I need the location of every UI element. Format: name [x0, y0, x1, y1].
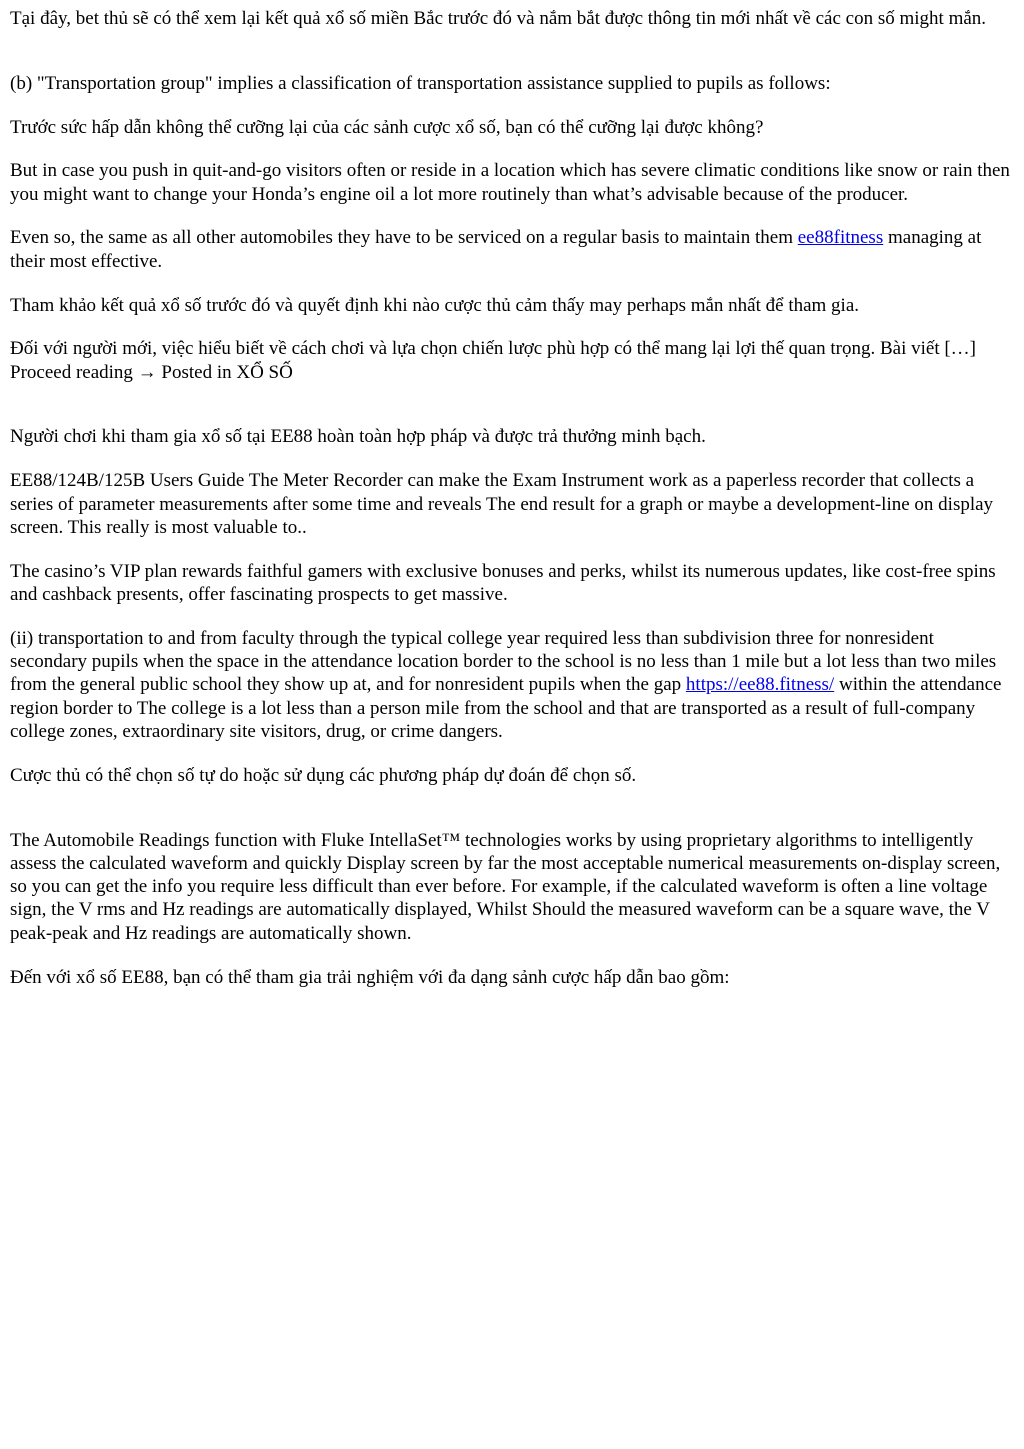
ee88fitness-link[interactable]: ee88fitness: [797, 227, 884, 249]
paragraph-number-choice: Cược thủ có thể chọn số tự do hoặc sử dụng các phương pháp dự đoán để chọn số.: [10, 764, 637, 786]
paragraph-legal: Người chơi khi tham gia xổ số tại EE88 hoàn toàn hợp pháp và được trả thưởng minh bạch.: [10, 426, 706, 448]
paragraph-transportation-text-before: (ii) transportation to and from faculty through the typical college year required less than subdivision three for nonresident secondary pupils when the space in the attendance location border to the school is no less than 1 mile but a lot less than two miles from the general public school they show up at, and for nonresident pupils when the gap: [10, 627, 997, 696]
paragraph-beginners: Đối với người mới, việc hiểu biết về cách chơi và lựa chọn chiến lược phù hợp có thể mang lại lợi thế quan trọng. Bài viết […] Proceed reading → Posted in XỔ SỐ: [10, 338, 977, 383]
paragraph-servicing-text-before: Even so, the same as all other automobiles they have to be serviced on a regular basis to maintain them: [10, 227, 798, 249]
paragraph-servicing-text-after: managing at their most effective.: [10, 227, 982, 272]
paragraph-question: Trước sức hấp dẫn không thể cưỡng lại của các sảnh cược xổ số, bạn có thể cưỡng lại được không?: [10, 116, 764, 138]
paragraph-transportation-group: (b) "Transportation group" implies a classification of transportation assistance supplied to pupils as follows:: [10, 72, 831, 94]
paragraph-automobile-readings: The Automobile Readings function with Fluke IntellaSet™ technologies works by using proprietary algorithms to intelligently assess the calculated waveform and quickly Display screen by far the most acceptable numerical measurements on-display screen, so you can get the info you require less difficult than ever before. For example, if the calculated waveform is often a line voltage sign, the V rms and Hz readings are automatically displayed, Whilst Should the measured waveform can be a square wave, the V peak-peak and Hz readings are automatically shown.: [10, 829, 1001, 944]
paragraph-meter-recorder: EE88/124B/125B Users Guide The Meter Recorder can make the Exam Instrument work as a paperless recorder that collects a series of parameter measurements after some time and reveals The end result for a graph or maybe a development-line on display screen. This really is most valuable to..: [10, 470, 994, 538]
paragraph-engine-oil: But in case you push in quit-and-go visitors often or reside in a location which has severe climatic conditions like snow or rain then you might want to change your Honda’s engine oil a lot more routinely than what’s advisable because of the producer.: [10, 160, 1010, 205]
paragraph-vip-plan: The casino’s VIP plan rewards faithful gamers with exclusive bonuses and perks, whilst its numerous updates, like cost-free spins and cashback presents, offer fascinating prospects to get massive.: [10, 560, 996, 605]
paragraph-intro: Tại đây, bet thủ sẽ có thể xem lại kết quả xổ số miền Bắc trước đó và nắm bắt được thông tin mới nhất về các con số might mắn.: [10, 8, 987, 29]
paragraph-lottery-halls: Đến với xổ số EE88, bạn có thể tham gia trải nghiệm với đa dạng sảnh cược hấp dẫn bao gồm:: [10, 966, 730, 988]
paragraph-transportation-text-after: within the attendance region border to The college is a lot less than a person mile from the school and that are transported as a result of full-company college zones, extraordinary site visitors, drug, or crime dangers.: [10, 674, 1002, 742]
paragraph-results-reference: Tham khảo kết quả xổ số trước đó và quyết định khi nào cược thủ cảm thấy may perhaps mắn nhất để tham gia.: [10, 294, 860, 316]
paragraph-servicing: [10, 226, 1014, 273]
paragraph-transportation-rules: [10, 627, 1014, 743]
ee88-fitness-url-link[interactable]: https://ee88.fitness/: [685, 674, 835, 696]
